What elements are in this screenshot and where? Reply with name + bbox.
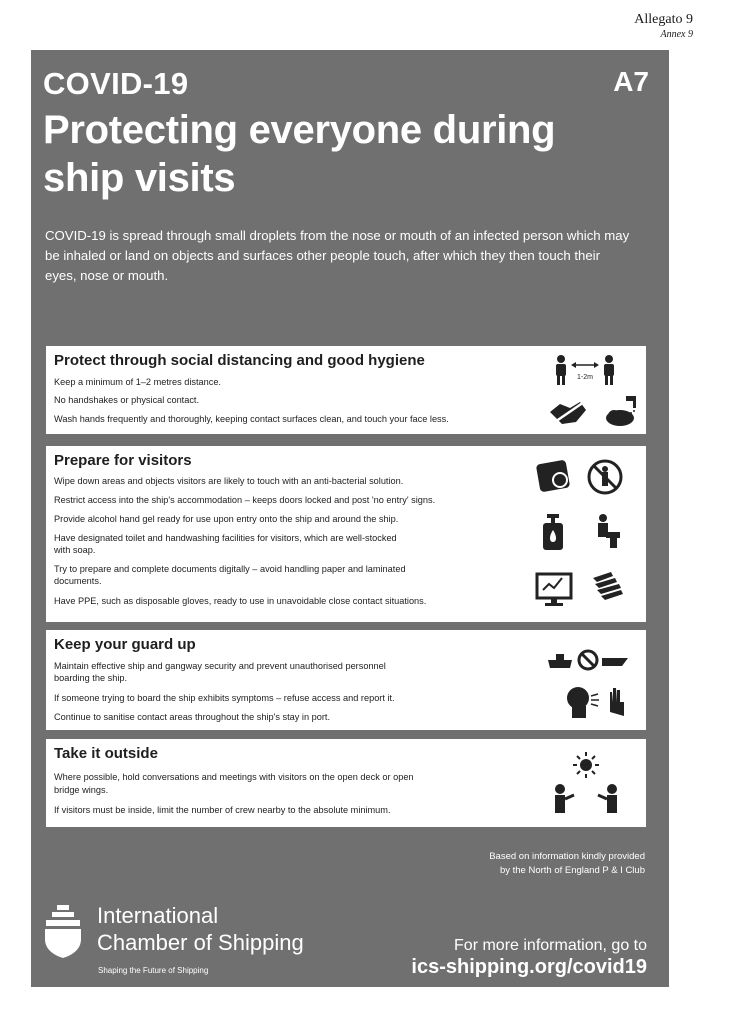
section-line: Provide alcohol hand gel ready for use upon entry onto the ship and around the ship. — [54, 514, 399, 524]
poster-kicker: COVID-19 — [43, 66, 189, 101]
annex-italian: Allegato 9 — [634, 12, 693, 27]
section-line: documents. — [54, 576, 102, 586]
website-url[interactable]: ics-shipping.org/covid19 — [411, 956, 647, 978]
section-line: Where possible, hold conversations and meetings with visitors on the open deck or open — [54, 772, 414, 782]
annex-label — [634, 11, 693, 41]
section-title: Take it outside — [54, 745, 158, 762]
wipe-surface-icon — [536, 456, 574, 494]
source-line-1: Based on information kindly provided — [489, 851, 645, 862]
org-tagline: Shaping the Future of Shipping — [98, 966, 209, 975]
outdoor-meeting-icon — [546, 751, 626, 819]
section-line: Wash hands frequently and thoroughly, keeping contact surfaces clean, and touch your face less. — [54, 414, 449, 424]
no-handshake-icon — [548, 398, 588, 428]
section-title: Protect through social distancing and good hygiene — [54, 352, 425, 369]
section-line: Wipe down areas and objects visitors are likely to touch with an anti-bacterial solution. — [54, 476, 404, 486]
org-line-1: International — [97, 903, 219, 928]
hand-gel-icon — [539, 512, 567, 552]
section-line: No handshakes or physical contact. — [54, 395, 200, 405]
ship-logo-icon — [43, 903, 83, 961]
section-line: Restrict access into the ship's accommodation – keeps doors locked and post 'no entry' signs. — [54, 495, 436, 505]
no-entry-icon — [586, 458, 624, 496]
section-line: If someone trying to board the ship exhibits symptoms – refuse access and report it. — [54, 693, 395, 703]
organization-name — [97, 902, 357, 956]
section-line: boarding the ship. — [54, 673, 128, 683]
section-line: Maintain effective ship and gangway security and prevent unauthorised personnel — [54, 661, 386, 671]
social-distance-icon — [551, 354, 623, 386]
handwashing-icon — [604, 394, 640, 428]
section-line: Try to prepare and complete documents digitally – avoid handling paper and laminated — [54, 564, 406, 574]
section-line: If visitors must be inside, limit the number of crew nearby to the absolute minimum. — [54, 805, 391, 815]
section-title: Keep your guard up — [54, 636, 196, 653]
section-line: Have PPE, such as disposable gloves, ready to use in unavoidable close contact situations. — [54, 596, 427, 606]
poster-code: A7 — [613, 66, 649, 97]
distance-label: 1-2m — [577, 374, 593, 381]
section-line: bridge wings. — [54, 785, 109, 795]
no-boarding-icon — [546, 646, 630, 672]
section-social-distancing — [46, 346, 646, 434]
section-line: Have designated toilet and handwashing facilities for visitors, which are well-stocked — [54, 533, 397, 543]
section-line: Keep a minimum of 1–2 metres distance. — [54, 377, 221, 387]
section-line: with soap. — [54, 545, 96, 555]
section-guard-up — [46, 630, 646, 730]
poster-intro: COVID-19 is spread through small droplets from the nose or mouth of an infected person which may be inhaled or land on objects and surfaces other people touch, after which they then touch their eyes, nose or mouth. — [45, 228, 630, 283]
org-line-2: Chamber of Shipping — [97, 930, 304, 955]
toilet-icon — [594, 512, 622, 552]
section-prepare-visitors — [46, 446, 646, 622]
annex-english: Annex 9 — [660, 29, 693, 40]
digital-documents-icon — [534, 570, 576, 608]
section-line: Continue to sanitise contact areas throughout the ship's stay in port. — [54, 712, 331, 722]
more-info-text: For more information, go to — [454, 937, 647, 954]
poster — [31, 50, 669, 987]
section-title: Prepare for visitors — [54, 452, 192, 469]
source-line-2: by the North of England P & I Club — [499, 865, 645, 876]
source-credit — [435, 850, 645, 878]
symptoms-stop-icon — [564, 682, 628, 722]
gloves-icon — [589, 568, 629, 604]
section-take-outside — [46, 739, 646, 827]
poster-title: Protecting everyone during ship visits — [43, 108, 556, 200]
